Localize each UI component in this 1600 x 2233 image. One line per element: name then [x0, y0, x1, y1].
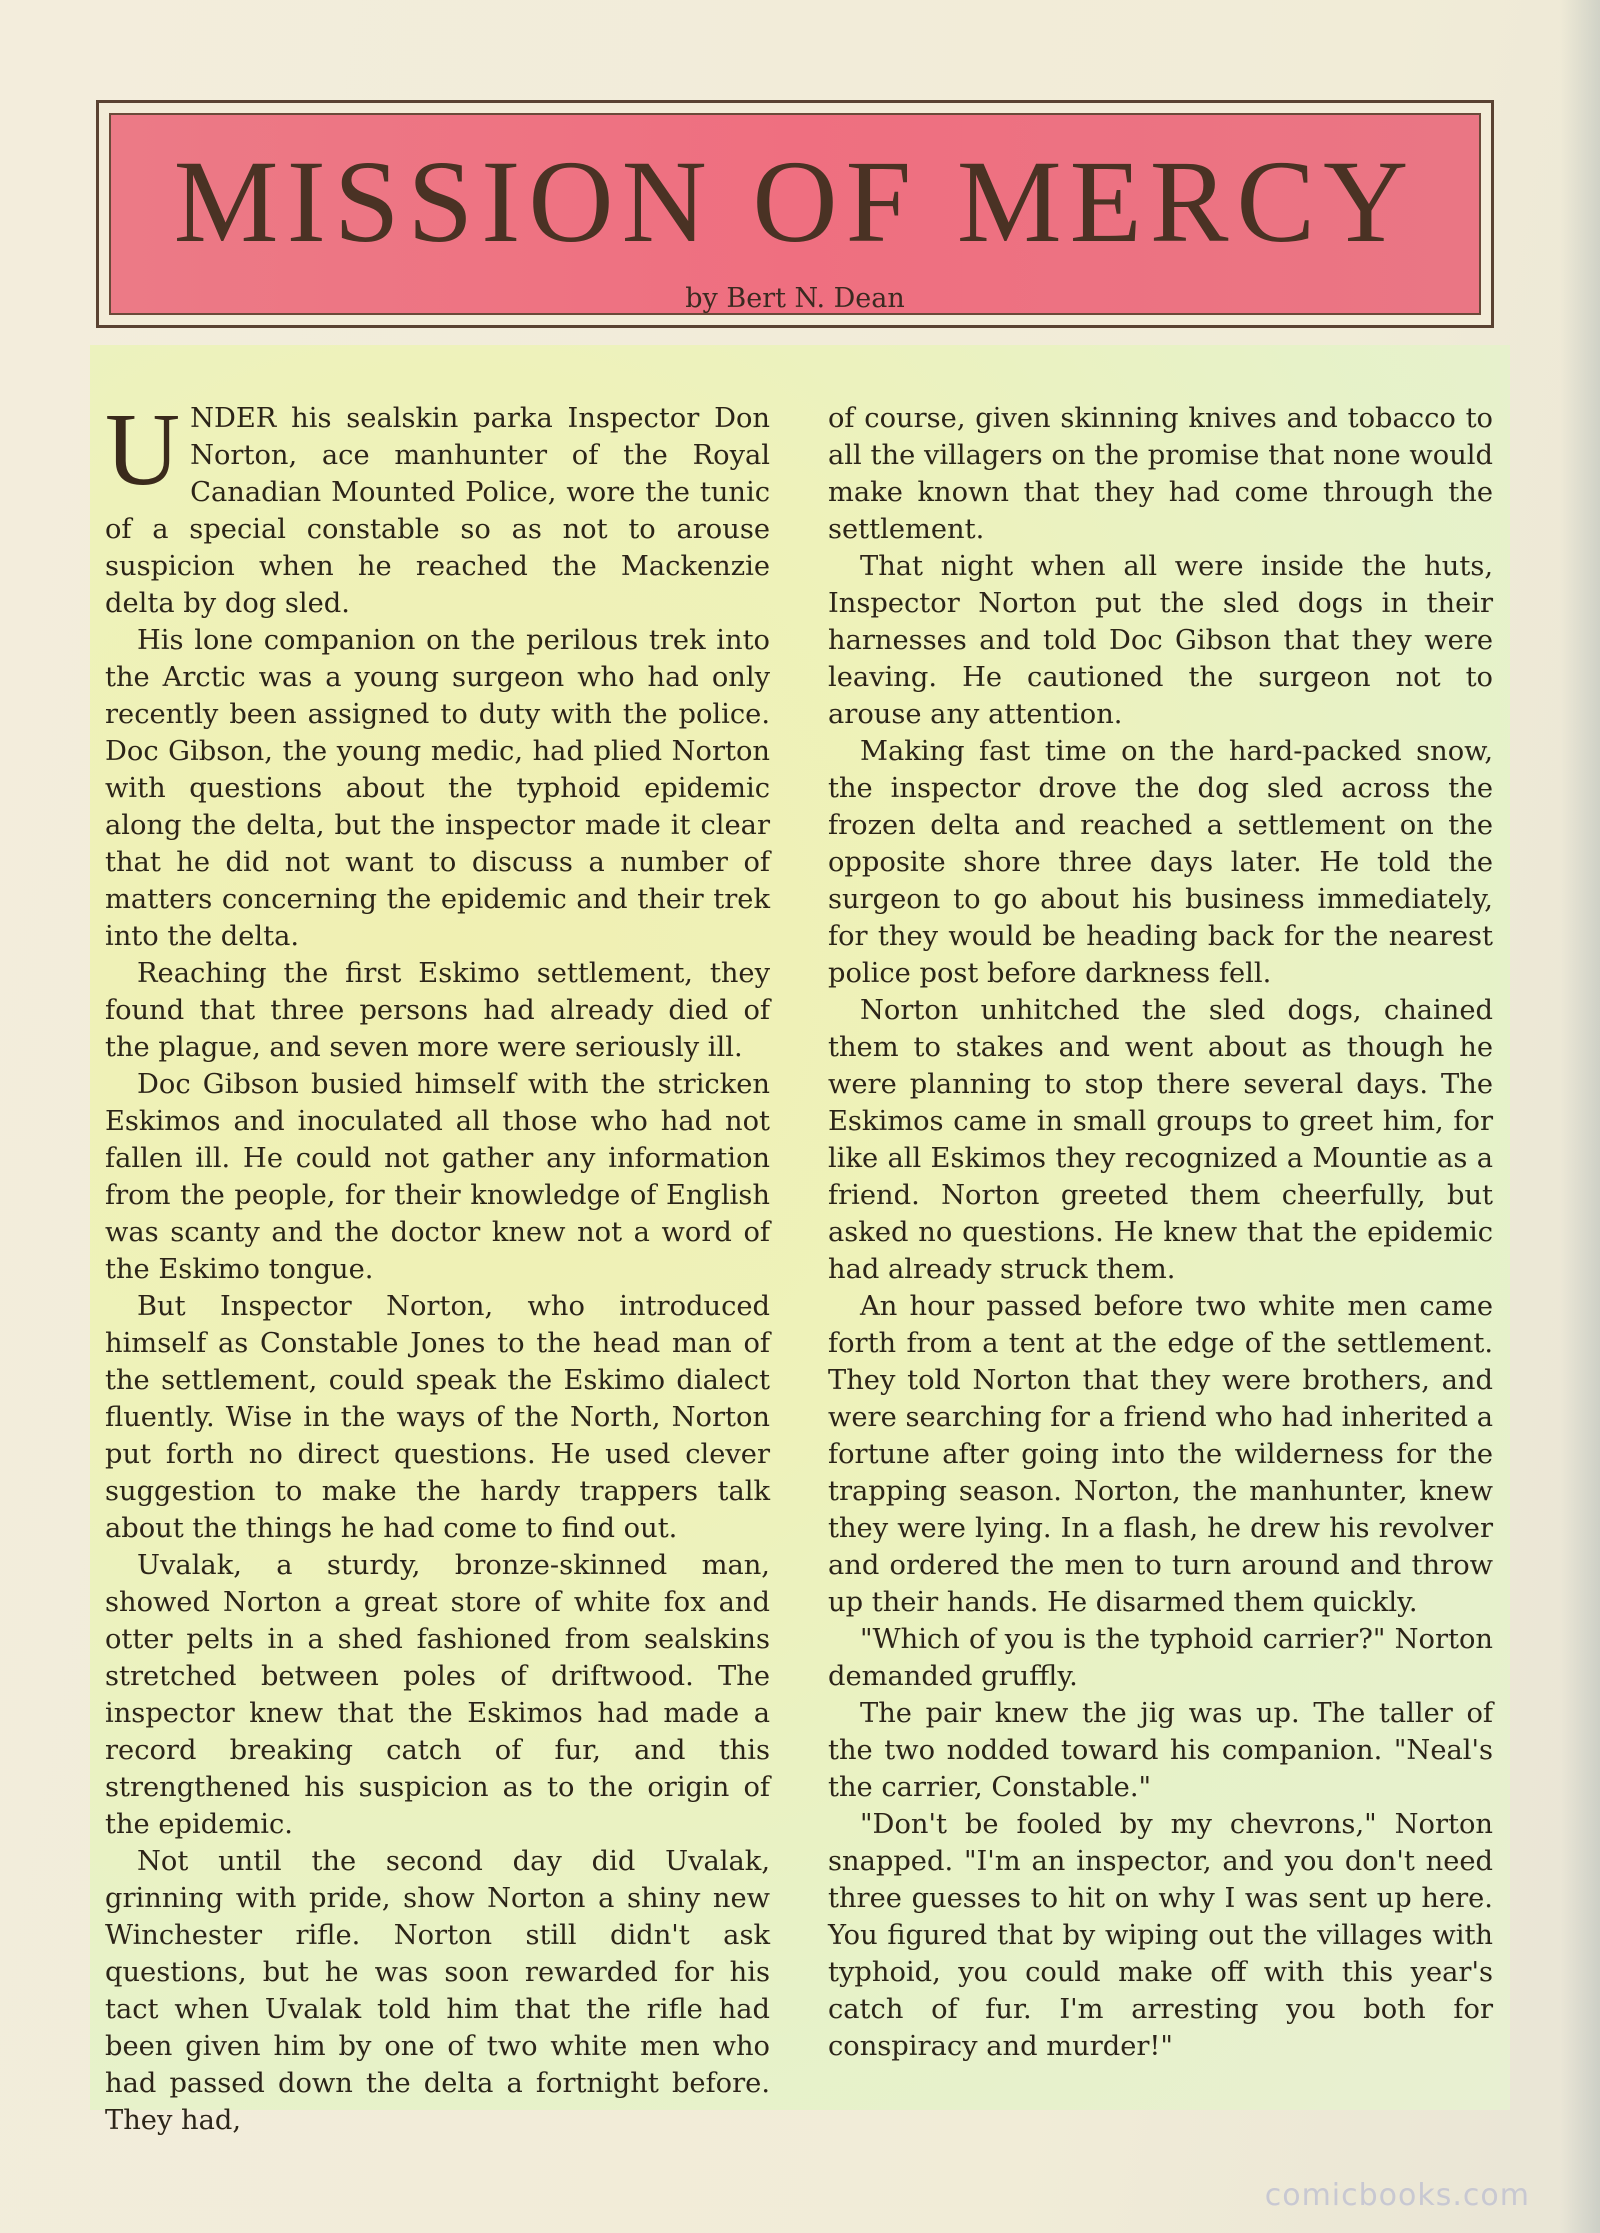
paragraph: Reaching the first Eskimo settlement, they found that three persons had already died of the plague, and seven more were seriously ill. [105, 958, 770, 1063]
left-column [105, 392, 770, 2139]
paragraph: "Which of you is the typhoid carrier?" Norton demanded gruffly. [828, 1624, 1493, 1692]
drop-cap: U [105, 392, 181, 507]
site-watermark: comicbooks.com [1264, 2178, 1530, 2213]
paragraph: But Inspector Norton, who introduced himself as Constable Jones to the head man of the settlement, could speak the Eskimo dialect fluently. Wise in the ways of the North, Norton put forth no direct questions. He used clever suggestion to make the hardy trappers talk about the things he had come to find out. [105, 1291, 770, 1544]
paragraph: An hour passed before two white men came forth from a tent at the edge of the settlement. They told Norton that they were brothers, and were searching for a friend who had inherited a fortune after going into the wilderness for the trapping season. Norton, the manhunter, knew they were lying. In a flash, he drew his revolver and ordered the men to turn around and throw up their hands. He disarmed them quickly. [828, 1291, 1493, 1618]
paragraph-text: NDER his sealskin parka Inspector Don Norton, ace manhunter of the Royal Canadian Mounted Police, wore the tunic of a special constable so as not to arouse suspicion when he reached the Mackenzie delta by dog sled. [105, 403, 770, 619]
story-title: MISSION OF MERCY [173, 136, 1417, 267]
paragraph: His lone companion on the perilous trek into the Arctic was a young surgeon who had only recently been assigned to duty with the police. Doc Gibson, the young medic, had plied Norton with questions about the typhoid epidemic along the delta, but the inspector made it clear that he did not want to discuss a number of matters concerning the epidemic and their trek into the delta. [105, 625, 770, 952]
paragraph: Making fast time on the hard-packed snow, the inspector drove the dog sled across the frozen delta and reached a settlement on the opposite shore three days later. He told the surgeon to go about his business immediately, for they would be heading back for the nearest police post before darkness fell. [828, 736, 1493, 989]
paragraph: That night when all were inside the huts, Inspector Norton put the sled dogs in their harnesses and told Doc Gibson that they were leaving. He cautioned the surgeon not to arouse any attention. [828, 551, 1493, 730]
paragraph: of course, given skinning knives and tobacco to all the villagers on the promise that none would make known that they had come through the settlement. [828, 403, 1493, 545]
paragraph: Uvalak, a sturdy, bronze-skinned man, showed Norton a great store of white fox and otter pelts in a shed fashioned from sealskins stretched between poles of driftwood. The inspector knew that the Eskimos had made a record breaking catch of fur, and this strengthened his suspicion as to the origin of the epidemic. [105, 1550, 770, 1840]
paragraph: Not until the second day did Uvalak, grinning with pride, show Norton a shiny new Winchester rifle. Norton still didn't ask questions, but he was soon rewarded for his tact when Uvalak told him that the rifle had been given him by one of two white men who had passed down the delta a fortnight before. They had, [105, 1846, 770, 2136]
title-banner-panel [109, 113, 1481, 315]
page-edge-shadow [1560, 0, 1600, 2233]
title-banner [96, 100, 1494, 328]
right-column [828, 400, 1493, 2065]
paragraph: Doc Gibson busied himself with the stricken Eskimos and inoculated all those who had not fallen ill. He could not gather any information from the people, for their knowledge of English was scanty and the doctor knew not a word of the Eskimo tongue. [105, 1069, 770, 1285]
story-byline: by Bert N. Dean [685, 283, 905, 314]
paragraph [105, 392, 770, 622]
paragraph: Norton unhitched the sled dogs, chained them to stakes and went about as though he were planning to stop there several days. The Eskimos came in small groups to greet him, for like all Eskimos they recognized a Mountie as a friend. Norton greeted them cheerfully, but asked no questions. He knew that the epidemic had already struck them. [828, 995, 1493, 1285]
paragraph: "Don't be fooled by my chevrons," Norton snapped. "I'm an inspector, and you don't need three guesses to hit on why I was sent up here. You figured that by wiping out the villages with typhoid, you could make off with this year's catch of fur. I'm arresting you both for conspiracy and murder!" [828, 1809, 1493, 2062]
paragraph: The pair knew the jig was up. The taller of the two nodded toward his companion. "Neal's the carrier, Constable." [828, 1698, 1493, 1803]
